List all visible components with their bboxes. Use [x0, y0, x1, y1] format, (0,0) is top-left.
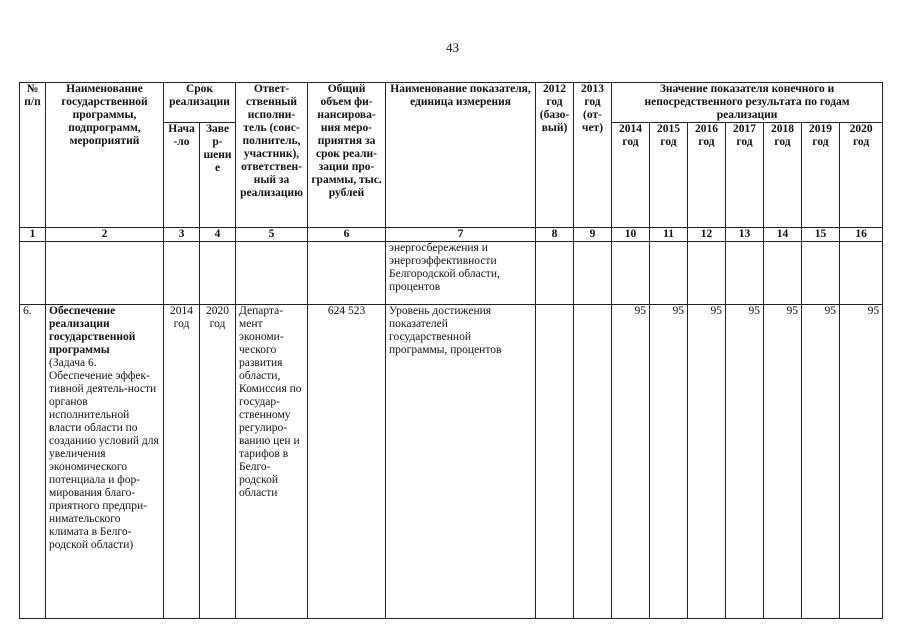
row-name-rest: (Задача 6. Обеспечение эффек-тивной деятель-ности органов исполнительной власти области по созданию условий для увеличения экономического потенциала и фор-мирования благо-приятного предпри-нимательского климата в Белго-родской области): [49, 357, 159, 551]
header-volume: Общий объем фи-нансирова-ния меро-приятия за срок реали-зации про-граммы, тыс. рублей: [308, 83, 386, 228]
header-year-2014: 2014 год: [612, 123, 650, 228]
row-name: [46, 305, 164, 619]
header-name: Наименование государственной программы, подпрограмм, мероприятий: [46, 83, 164, 228]
row-indicator: Уровень достижения показателей государственной программы, процентов: [386, 305, 536, 619]
header-2013: 2013 год (от-чет): [574, 83, 612, 228]
row-volume: 624 523: [308, 305, 386, 619]
header-values-title: Значение показателя конечного и непосредственного результата по годам реализации: [612, 83, 883, 123]
column-number: 6: [308, 228, 386, 242]
header-row-1: [20, 83, 883, 123]
column-number: 14: [764, 228, 802, 242]
continuation-row: [20, 242, 883, 305]
row-responsible: Департа-мент экономи-ческого развития области, Комиссия по государ-ственному регулиро-ванию цен и тарифов в Белго-родской области: [236, 305, 308, 619]
row-end: 2020 год: [200, 305, 236, 619]
header-year-2020: 2020 год: [840, 123, 883, 228]
row-name-bold: Обеспечение реализации государственной программы: [49, 305, 136, 356]
header-year-2019: 2019 год: [802, 123, 840, 228]
column-number-row: [20, 228, 883, 242]
column-number: 3: [164, 228, 200, 242]
table-row: [20, 305, 883, 619]
column-number: 12: [688, 228, 726, 242]
header-responsible: Ответ-ственный исполни-тель (соис-полнитель, участник), ответствен-ный за реализацию: [236, 83, 308, 228]
header-start: Нача-ло: [164, 123, 200, 228]
header-num: № п/п: [20, 83, 46, 228]
header-indicator: Наименование показателя, единица измерения: [386, 83, 536, 228]
row-value-2015: 95: [650, 305, 688, 619]
column-number: 7: [386, 228, 536, 242]
column-number: 10: [612, 228, 650, 242]
header-term: Срок реализации: [164, 83, 236, 123]
header-end: Завер-шение: [200, 123, 236, 228]
row-value-2018: 95: [764, 305, 802, 619]
row-num: 6.: [20, 305, 46, 619]
row-2012: [536, 305, 574, 619]
header-year-2016: 2016 год: [688, 123, 726, 228]
column-number: 4: [200, 228, 236, 242]
row-2013: [574, 305, 612, 619]
row-value-2016: 95: [688, 305, 726, 619]
page-number: 43: [446, 40, 459, 55]
column-number: 16: [840, 228, 883, 242]
header-year-2018: 2018 год: [764, 123, 802, 228]
continuation-indicator: энергосбережения и энергоэффективности Белгородской области, процентов: [386, 242, 536, 305]
header-2012: 2012 год (базо-вый): [536, 83, 574, 228]
column-number: 1: [20, 228, 46, 242]
row-value-2019: 95: [802, 305, 840, 619]
column-number: 5: [236, 228, 308, 242]
header-year-2015: 2015 год: [650, 123, 688, 228]
column-number: 2: [46, 228, 164, 242]
column-number: 8: [536, 228, 574, 242]
column-number: 9: [574, 228, 612, 242]
column-number: 15: [802, 228, 840, 242]
column-number: 13: [726, 228, 764, 242]
row-value-2014: 95: [612, 305, 650, 619]
row-value-2020: 95: [840, 305, 883, 619]
row-start: 2014 год: [164, 305, 200, 619]
column-number: 11: [650, 228, 688, 242]
program-table: [19, 82, 883, 619]
row-value-2017: 95: [726, 305, 764, 619]
header-year-2017: 2017 год: [726, 123, 764, 228]
